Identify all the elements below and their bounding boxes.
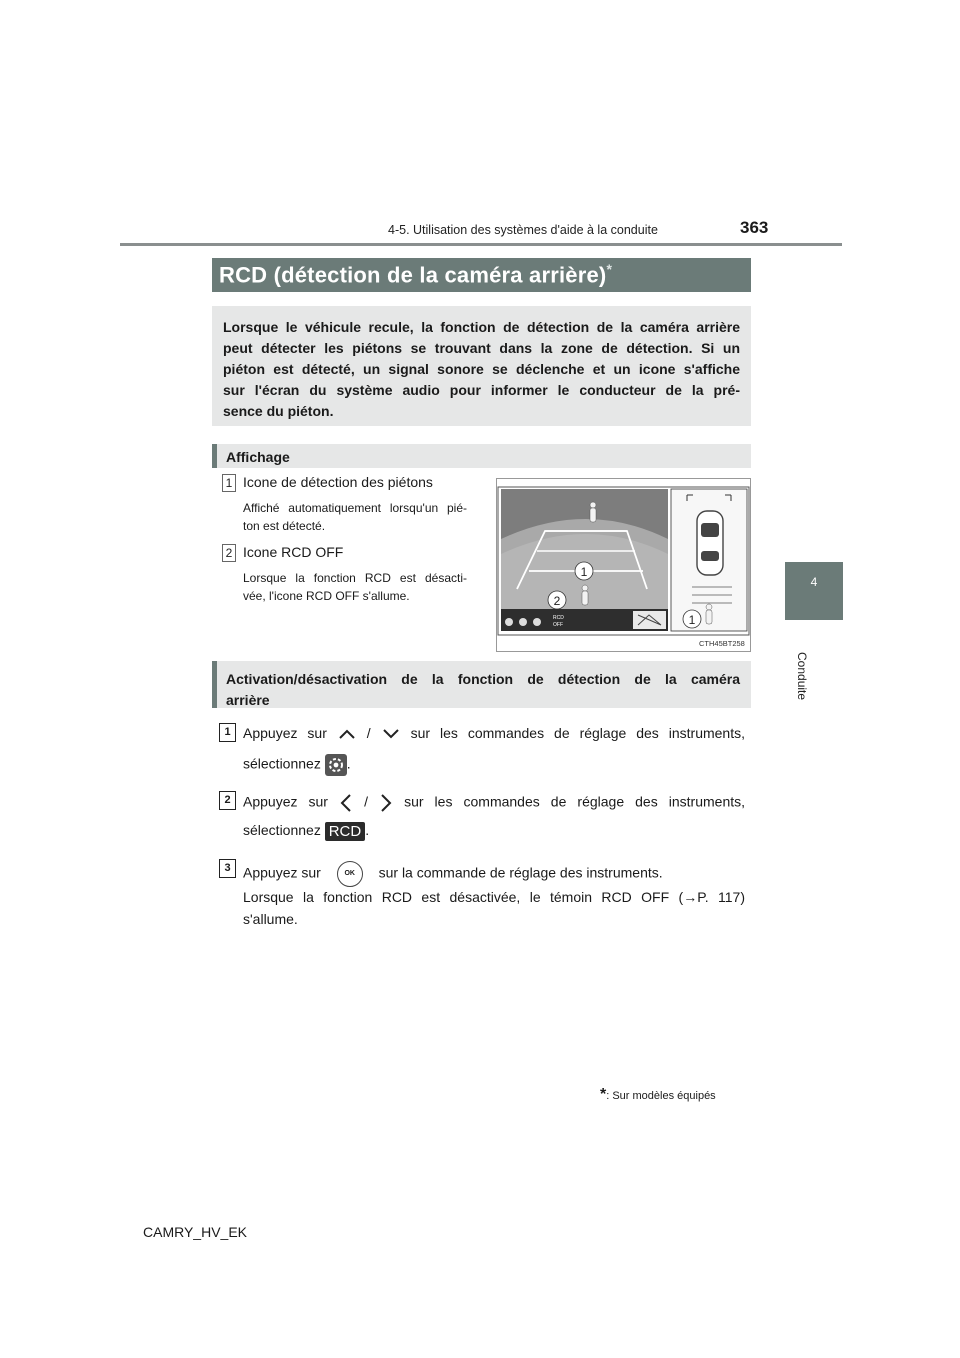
figure-callout-1b <box>683 610 701 628</box>
activation-heading-bar <box>212 661 751 708</box>
intro-line: piéton est détecté, un signal sonore se déclenche et un icone s'affiche <box>223 361 740 377</box>
intro-line: Lorsque le véhicule recule, la fonction de détection de la caméra arrière <box>223 319 740 335</box>
step-2-badge: 2 <box>219 791 236 810</box>
intro-box <box>212 306 751 426</box>
rcd-off-icon-line2: OFF <box>553 622 563 628</box>
footnote-symbol: * <box>600 1086 607 1103</box>
chapter-number: 4 <box>810 575 818 589</box>
rcd-off-icon-line1: RCD <box>553 615 564 621</box>
display-heading: Affichage <box>226 449 290 465</box>
activation-heading <box>226 669 740 711</box>
figure-callout-1 <box>575 562 593 580</box>
step-text: sélectionnez <box>243 822 321 839</box>
step-1-badge: 1 <box>219 723 236 742</box>
chevron-up-icon <box>337 728 357 740</box>
rcd-icon: RCD <box>325 822 366 841</box>
step-text: . <box>365 822 370 839</box>
step-1-line2 <box>243 754 745 776</box>
page-title-bar <box>212 258 751 292</box>
item-2-desc <box>243 569 467 605</box>
display-heading-bar <box>212 444 751 468</box>
step-text: Appuyez sur <box>243 864 321 881</box>
step-3-line1 <box>243 861 745 887</box>
rear-camera-screen-illustration <box>497 479 750 651</box>
step-separator: / <box>364 793 368 810</box>
item-1-desc <box>243 499 467 535</box>
step-1-line1 <box>243 725 745 741</box>
item-2-title: Icone RCD OFF <box>243 544 344 560</box>
header-divider <box>120 243 842 246</box>
pedestrian-icon <box>582 585 588 605</box>
figure-callout-2-text: 2 <box>553 594 561 608</box>
figure-code: CTH45BT258 <box>699 639 745 648</box>
step-text: . <box>346 755 351 772</box>
ok-button-icon: OK <box>337 861 363 887</box>
step-text: sur les commandes de réglage des instruments, <box>404 793 746 810</box>
figure-callout-1b-text: 1 <box>688 613 696 627</box>
page-title <box>219 261 612 288</box>
step-text: Appuyez sur <box>243 793 328 810</box>
title-asterisk: * <box>606 261 613 277</box>
step-note-line2: s'allume. <box>243 911 298 927</box>
step-3-badge: 3 <box>219 859 236 878</box>
step-text: Appuyez sur <box>243 725 327 741</box>
activation-heading-line: Activation/désactivation de la fonction de détection de la caméra <box>226 671 740 687</box>
chevron-down-icon <box>381 728 401 740</box>
intro-line: sur l'écran du système audio pour informer le conducteur de la pré- <box>223 382 740 398</box>
activation-heading-line: arrière <box>226 692 270 708</box>
step-separator: / <box>366 725 371 741</box>
callout-2-badge: 2 <box>222 544 236 562</box>
footnote <box>600 1086 716 1104</box>
chapter-name-label: Conduite <box>795 652 809 701</box>
item-1-title: Icone de détection des piétons <box>243 474 433 490</box>
pedestrian-icon <box>706 604 712 624</box>
page-title-text: RCD (détection de la caméra arrière) <box>219 262 607 288</box>
item-2-desc-line: vée, l'icone RCD OFF s'allume. <box>243 589 410 603</box>
step-2-line2 <box>243 822 745 841</box>
figure-callout-1-text: 1 <box>580 565 588 579</box>
step-text: sur les commandes de réglage des instruments, <box>410 725 745 741</box>
section-header: 4-5. Utilisation des systèmes d'aide à la conduite <box>388 223 658 237</box>
step-text: sélectionnez <box>243 755 321 772</box>
pedestrian-icon <box>590 502 596 522</box>
rear-camera-display-figure <box>496 478 751 652</box>
chevron-left-icon <box>339 793 353 813</box>
car-icon <box>697 511 723 575</box>
item-1-desc-line: ton est détecté. <box>243 519 326 533</box>
chevron-right-icon <box>379 793 393 813</box>
step-text: sur la commande de réglage des instruments. <box>378 864 663 881</box>
item-2-desc-line: Lorsque la fonction RCD est désacti- <box>243 571 467 585</box>
step-note-line1: Lorsque la fonction RCD est désactivée, le témoin RCD OFF (→P. 117) <box>243 889 745 905</box>
figure-callout-2 <box>548 591 566 609</box>
step-2-line1 <box>243 793 745 813</box>
item-1-desc-line: Affiché automatiquement lorsqu'un pié- <box>243 501 467 515</box>
page-number: 363 <box>740 218 769 237</box>
gear-icon <box>325 754 347 776</box>
chapter-tab[interactable] <box>785 562 843 620</box>
footnote-text: : Sur modèles équipés <box>606 1090 716 1102</box>
chapter-name <box>781 652 809 701</box>
intro-line: sence du piéton. <box>223 403 334 419</box>
footer-model-code: CAMRY_HV_EK <box>143 1224 248 1240</box>
callout-1-badge: 1 <box>222 474 236 492</box>
intro-line: peut détecter les piétons se trouvant dans la zone de détection. Si un <box>223 340 740 356</box>
intro-text <box>223 317 740 422</box>
